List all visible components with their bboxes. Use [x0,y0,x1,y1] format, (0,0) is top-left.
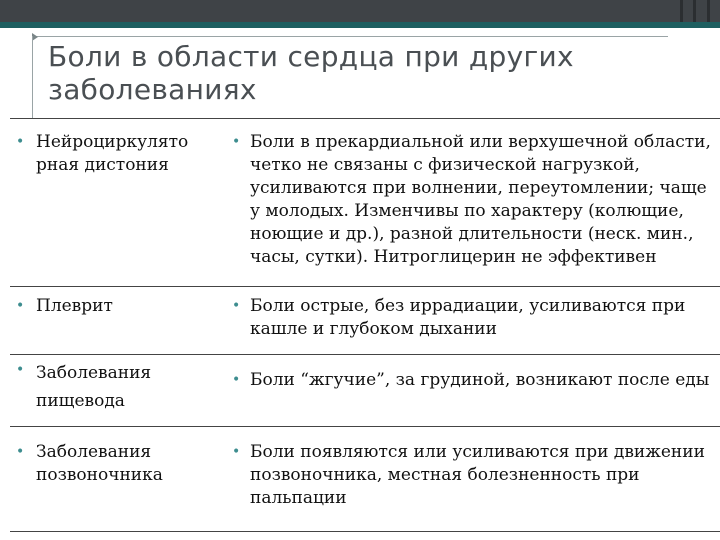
top-bar-stripes [680,0,720,22]
row-condition-cell [10,295,220,318]
bullet-icon: • [16,444,25,460]
title-vertical-rule [32,36,33,118]
row-description-cell [232,441,720,510]
bullet-icon: • [232,298,241,314]
slide-accent-bar [0,22,720,28]
description-text: Боли острые, без иррадиации, усиливаются при кашле и глубоком дыхании [250,296,686,339]
slide-title: Боли в области сердца при других заболеваниях [48,40,574,106]
row-condition-cell [10,359,220,415]
row-description-cell [232,369,720,392]
bullet-icon: • [232,444,241,460]
bullet-icon: • [232,372,241,388]
description-text: Боли появляются или усиливаются при движении позвоночника, местная болезненность при пальпации [250,442,705,508]
table-row [10,354,720,427]
table-row [10,118,720,287]
bullet-icon: • [16,134,25,150]
row-description-cell [232,131,720,269]
condition-label: Заболевания пищевода [36,363,152,411]
bullet-icon: • [16,298,25,314]
row-condition-cell [10,441,220,487]
bullet-icon: • [232,134,241,150]
table-row [10,286,720,355]
bullet-icon: • [16,362,25,378]
condition-label: Плеврит [36,296,113,316]
row-condition-cell [10,131,220,177]
table-row [10,426,720,532]
description-text: Боли в прекардиальной или верхушечной области, четко не связаны с физической нагрузкой, усиливаются при волнении, переутомлении; чаще у молодых. Изменчивы по характеру (колющие, ноющие и др.), разной длительности (неск. мин., часы, сутки). Нитроглицерин не эффективен [250,132,711,267]
description-text: Боли “жгучие”, за грудиной, возникают после еды [250,370,710,390]
condition-label: Заболевания позвоночника [36,442,163,485]
title-rule [32,36,668,37]
condition-label: Нейроциркулято рная дистония [36,132,189,175]
slide-top-bar [0,0,720,22]
row-description-cell [232,295,720,341]
